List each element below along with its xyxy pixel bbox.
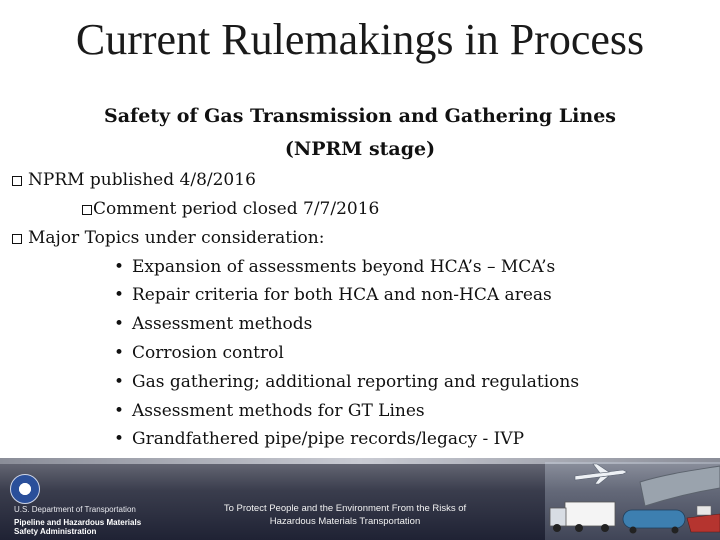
item-topics-heading-text: Major Topics under consideration: <box>28 228 325 248</box>
phmsa-line-2: Safety Administration <box>14 527 97 536</box>
topic-text: Grandfathered pipe/pipe records/legacy - IVP <box>132 429 525 449</box>
subtitle-line-2: (NPRM stage) <box>284 138 436 160</box>
item-comment <box>82 199 379 219</box>
transportation-scene-icon <box>545 462 720 540</box>
bullet-icon: • <box>114 372 125 392</box>
topic-text: Repair criteria for both HCA and non-HCA areas <box>132 285 552 305</box>
item-nprm <box>12 170 256 190</box>
slide-subtitle <box>40 100 680 166</box>
bullet-icon: • <box>114 429 125 449</box>
dot-seal-icon <box>10 474 40 504</box>
topic-text: Expansion of assessments beyond HCA’s – MCA’s <box>132 257 556 277</box>
checkbox-bullet-icon <box>12 234 22 244</box>
item-comment-text: Comment period closed 7/7/2016 <box>93 199 380 219</box>
topic-item <box>114 285 552 305</box>
topic-text: Gas gathering; additional reporting and regulations <box>132 372 580 392</box>
bullet-icon: • <box>114 314 125 334</box>
item-topics-heading <box>12 228 324 248</box>
topic-text: Assessment methods <box>132 314 313 334</box>
topic-item <box>114 257 555 277</box>
checkbox-bullet-icon <box>12 176 22 186</box>
phmsa-name <box>14 518 141 536</box>
bullet-icon: • <box>114 401 125 421</box>
slide-title: Current Rulemakings in Process <box>75 15 645 64</box>
checkbox-bullet-icon <box>82 205 92 215</box>
topic-item <box>114 429 524 449</box>
topic-item <box>114 372 579 392</box>
topic-item <box>114 314 312 334</box>
phmsa-line-1: Pipeline and Hazardous Materials <box>14 518 142 527</box>
topic-item <box>114 401 425 421</box>
bullet-icon: • <box>114 285 125 305</box>
topic-item <box>114 343 284 363</box>
item-nprm-text: NPRM published 4/8/2016 <box>28 170 256 190</box>
footer-tagline <box>200 502 490 528</box>
dot-name: U.S. Department of Transportation <box>14 505 136 514</box>
topic-text: Assessment methods for GT Lines <box>132 401 425 421</box>
tagline-line-1: To Protect People and the Environment From the Risks of <box>223 503 467 514</box>
subtitle-line-1: Safety of Gas Transmission and Gathering Lines <box>103 105 617 127</box>
topic-text: Corrosion control <box>132 343 284 363</box>
bullet-icon: • <box>114 343 125 363</box>
bullet-icon: • <box>114 257 125 277</box>
tagline-line-2: Hazardous Materials Transportation <box>269 516 421 527</box>
